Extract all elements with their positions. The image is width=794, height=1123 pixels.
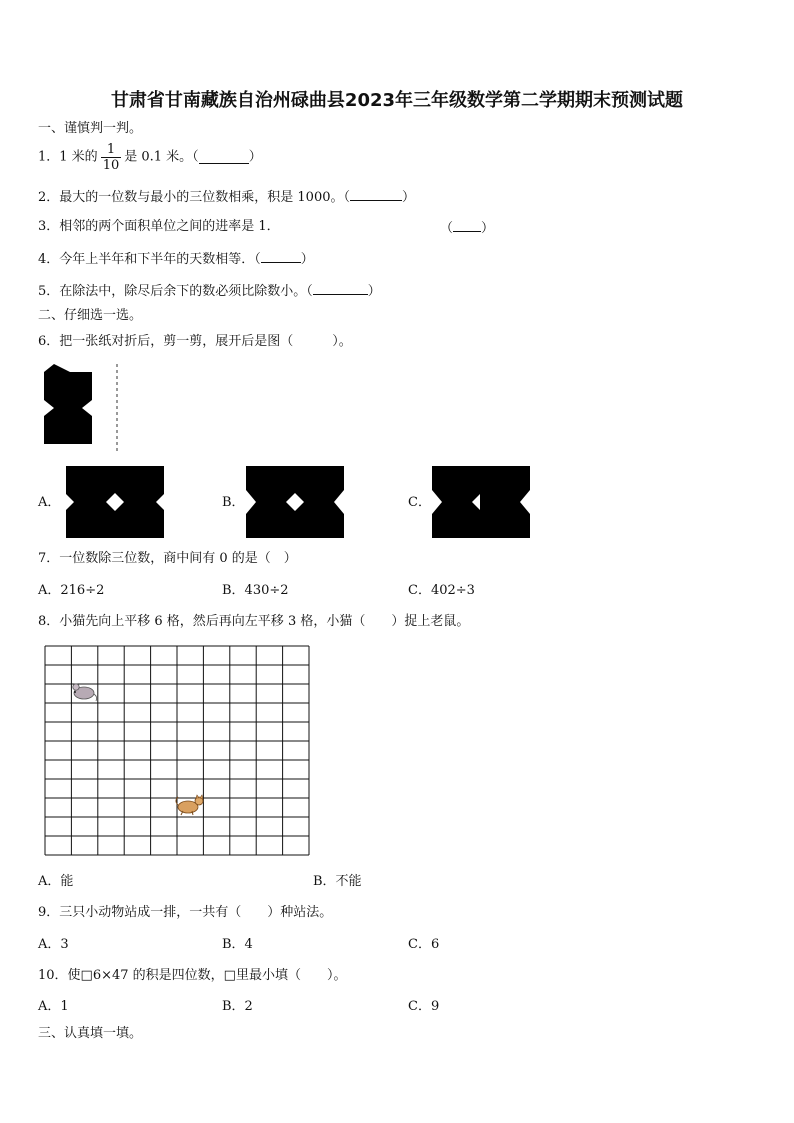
option-7c[interactable]: C．402÷3 [408,583,475,598]
answer-blank-3[interactable] [453,219,481,232]
paren-close: ） [402,190,416,205]
section-heading-choice: 二、仔细选一选。 [38,308,143,323]
question-6: 6．把一张纸对折后，剪一剪，展开后是图（ ）。 [38,334,352,349]
question-3-text: 3．相邻的两个面积单位之间的进率是 1． [38,219,280,234]
question-1 [38,142,262,173]
answer-blank-2[interactable] [350,188,402,201]
answer-blank-1[interactable] [199,151,249,164]
option-10b[interactable]: B．2 [222,999,253,1014]
folded-paper-figure [40,360,130,456]
fraction-numerator: 1 [101,142,122,158]
question-8: 8．小猫先向上平移 6 格，然后再向左平移 3 格，小猫（ ）捉上老鼠。 [38,614,470,629]
paren-close: ） [367,284,381,299]
question-3 [38,219,280,235]
movement-grid [44,645,310,856]
cut-paper-shape-b [246,466,344,538]
fraction-denominator: 10 [102,158,120,173]
grid-lines [45,646,309,855]
paren-close: ） [481,221,495,236]
question-9: 9．三只小动物站成一排，一共有（ ）种站法。 [38,905,333,920]
option-6a-figure[interactable] [66,466,164,538]
section-heading-judge: 一、谨慎判一判。 [38,121,143,136]
option-8a[interactable]: A．能 [38,874,74,889]
question-4 [38,250,314,268]
question-4-text: 4．今年上半年和下半年的天数相等．（ [38,252,261,267]
option-6b-figure[interactable] [246,466,344,538]
option-6c-figure[interactable] [432,466,530,538]
paren-close: ） [248,149,262,165]
cut-paper-shape-c [432,466,530,538]
question-1-suffix: 是 0.1 米。（ [124,149,199,165]
page-title: 甘肃省甘南藏族自治州碌曲县2023年三年级数学第二学期期末预测试题 [110,90,684,111]
fraction-one-tenth [101,142,122,173]
question-5-text: 5．在除法中，除尽后余下的数必须比除数小。（ [38,284,313,299]
option-10a[interactable]: A．1 [38,999,69,1014]
option-9a[interactable]: A．3 [38,937,69,952]
option-6a-label[interactable]: A． [38,495,61,510]
paren-close: ） [300,252,314,267]
question-2 [38,188,415,206]
section-heading-fill: 三、认真填一填。 [38,1026,143,1041]
option-10c[interactable]: C．9 [408,999,440,1014]
question-7: 7．一位数除三位数，商中间有 0 的是（ ） [38,551,297,566]
option-6c-label[interactable]: C． [408,495,431,510]
folded-paper-shape [44,364,92,444]
paren-open: （ [440,221,454,236]
option-6b-label[interactable]: B． [222,495,245,510]
question-1-prefix: 1．1 米的 [38,149,98,165]
mouse-icon [73,684,97,701]
option-9b[interactable]: B．4 [222,937,253,952]
answer-blank-4[interactable] [261,250,301,263]
question-3-answer [440,219,494,237]
cut-paper-shape-a [66,466,164,538]
option-8b[interactable]: B．不能 [313,874,362,889]
answer-blank-5[interactable] [313,282,368,295]
option-7a[interactable]: A．216÷2 [38,583,105,598]
question-2-text: 2．最大的一位数与最小的三位数相乘，积是 1000。（ [38,190,350,205]
question-10: 10．使□6×47 的积是四位数，□里最小填（ ）。 [38,968,347,983]
question-5 [38,282,381,300]
option-9c[interactable]: C．6 [408,937,440,952]
option-7b[interactable]: B．430÷2 [222,583,289,598]
